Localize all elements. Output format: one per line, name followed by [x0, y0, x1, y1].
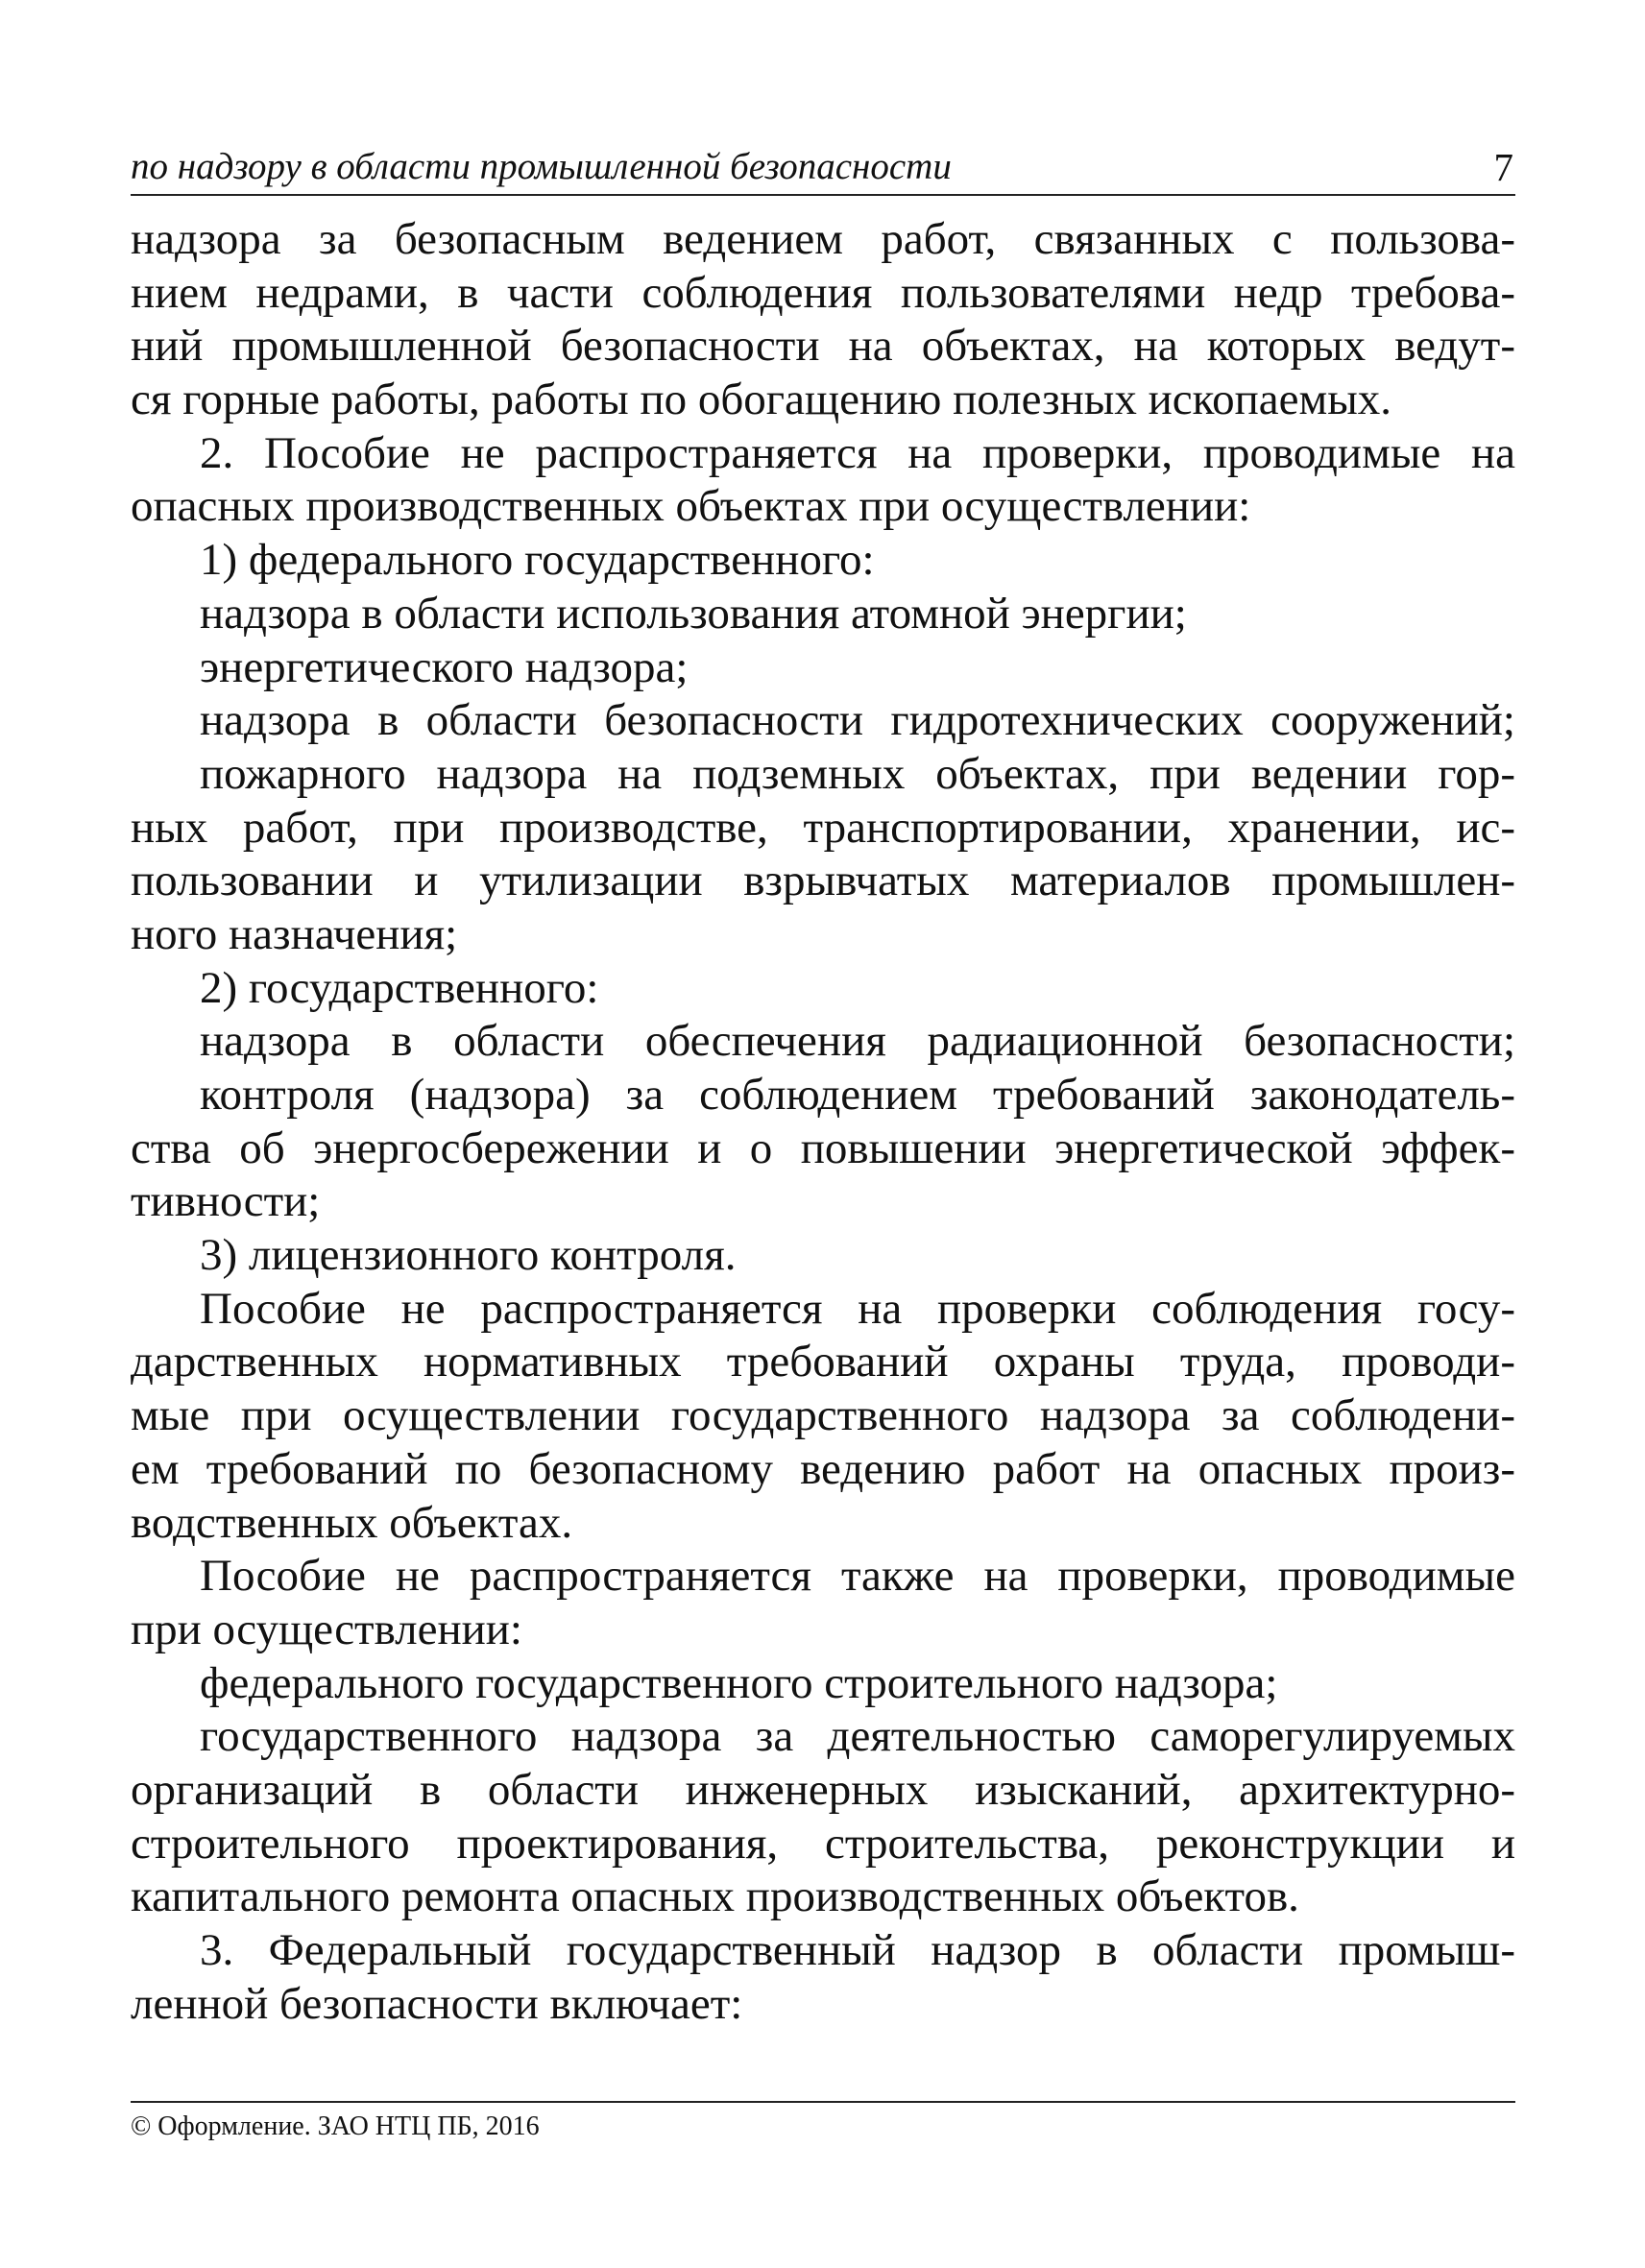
text-line: мые при осуществлении государственного надзора за соблюдени-: [131, 1390, 1515, 1441]
running-header: [131, 144, 1515, 196]
text-line: при осуществлении:: [131, 1604, 522, 1654]
text-line: 2. Пособие не распространяется на проверки, проводимые на: [200, 427, 1515, 478]
page-number: 7: [1493, 145, 1513, 189]
text-line: ем требований по безопасному ведению работ на опасных произ-: [131, 1443, 1515, 1494]
text-line: 3) лицензионного контроля.: [200, 1230, 737, 1281]
text-line: надзора в области использования атомной энергии;: [200, 588, 1187, 639]
running-title: по надзору в области промышленной безопасности: [131, 146, 952, 187]
text-line: ленной безопасности включает:: [131, 1978, 743, 2029]
text-line: пожарного надзора на подземных объектах, при ведении гор-: [200, 748, 1515, 799]
text-line: тивности;: [131, 1176, 321, 1227]
text-line: надзора в области безопасности гидротехнических сооружений;: [200, 695, 1515, 746]
text-line: Пособие не распространяется на проверки соблюдения госу-: [200, 1283, 1515, 1334]
copyright-notice: © Оформление. ЗАО НТЦ ПБ, 2016: [131, 2111, 540, 2141]
text-line: надзора в области обеспечения радиационной безопасности;: [200, 1016, 1515, 1067]
body-text: [131, 213, 1515, 2031]
text-line: дарственных нормативных требований охраны труда, проводи-: [131, 1337, 1515, 1387]
text-line: ся горные работы, работы по обогащению полезных ископаемых.: [131, 374, 1392, 425]
text-line: ний промышленной безопасности на объектах, на которых ведут-: [131, 321, 1515, 372]
text-line: капитального ремонта опасных производственных объектов.: [131, 1871, 1299, 1922]
text-line: 2) государственного:: [200, 962, 599, 1013]
text-line: нием недрами, в части соблюдения пользователями недр требова-: [131, 267, 1515, 318]
text-line: ного назначения;: [131, 908, 458, 959]
text-line: ства об энергосбережении и о повышении энергетической эффек-: [131, 1122, 1515, 1173]
text-line: контроля (надзора) за соблюдением требований законодатель-: [200, 1070, 1515, 1120]
text-line: энергетического надзора;: [200, 641, 689, 692]
text-line: государственного надзора за деятельностью саморегулируемых: [200, 1711, 1515, 1762]
text-line: федерального государственного строительного надзора;: [200, 1657, 1278, 1708]
text-line: водственных объектах.: [131, 1497, 573, 1548]
text-line: 1) федерального государственного:: [200, 535, 875, 586]
text-line: организаций в области инженерных изысканий, архитектурно-: [131, 1764, 1515, 1815]
text-line: Пособие не распространяется также на проверки, проводимые: [200, 1551, 1515, 1602]
text-line: ных работ, при производстве, транспортировании, хранении, ис-: [131, 802, 1515, 853]
page-footer: [131, 2101, 1515, 2143]
text-line: 3. Федеральный государственный надзор в области промыш-: [200, 1925, 1515, 1975]
text-line: надзора за безопасным ведением работ, связанных с пользова-: [131, 214, 1515, 264]
text-line: строительного проектирования, строительства, реконструкции и: [131, 1818, 1515, 1869]
text-line: пользовании и утилизации взрывчатых материалов промышлен-: [131, 856, 1515, 906]
text-line: опасных производственных объектах при осуществлении:: [131, 481, 1251, 532]
